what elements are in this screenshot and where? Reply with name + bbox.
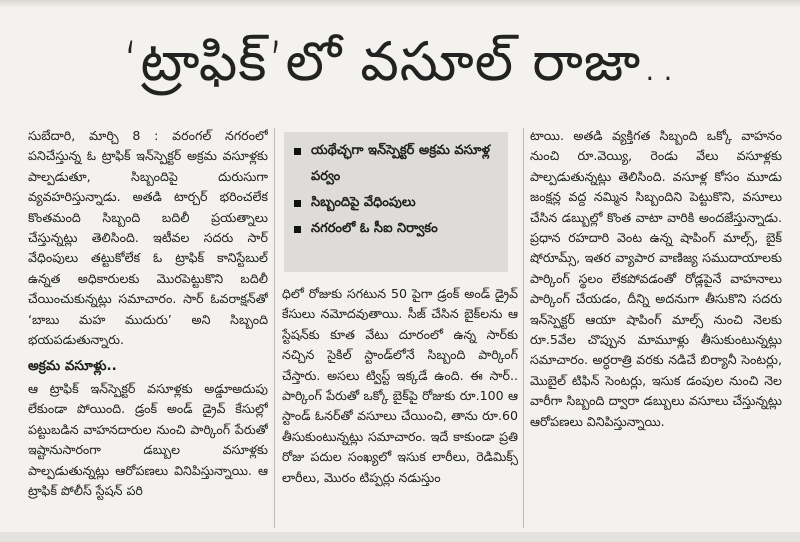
highlight-item <box>294 190 504 216</box>
square-bullet-icon <box>294 200 301 207</box>
square-bullet-icon <box>294 226 301 233</box>
paragraph-2: ఆ ట్రాఫిక్ ఇన్‌స్పెక్టర్ వసూళ్లకు అడ్డూఅదుపు లేకుండా పోయింది. డ్రంక్ అండ్ డ్రైవ్ కేసుల్లో పట్టుబడిన వాహనదారుల నుంచి పార్కింగ్ పేరుతో ఇష్టానుసారంగా డబ్బుల వసూళ్లకు పాల్పడుతున్నట్లు ఆరోపణలు వినిపిస్తున్నాయి. ఆ ట్రాఫిక్ పోలీస్ స్టేషన్ పరి <box>28 380 268 498</box>
highlights-box <box>284 132 508 272</box>
subheading: అక్రమ వసూళ్లు.. <box>28 358 117 375</box>
column-divider <box>274 128 275 528</box>
paragraph-3: ధిలో రోజుకు సగటున 50 పైగా డ్రంక్ అండ్ డ్రైవ్ కేసులు నమోదవుతాయి. సీజ్ చేసిన బైక్‌లను ఆ స్టేషన్‌కు కూత వేటు దూరంలో ఉన్న సార్‌కు నచ్చిన సైకిల్ స్టాండ్‌లోనే సిబ్బంది పార్కింగ్ చేస్తారు. అసలు ట్విస్ట్ ఇక్కడే ఉంది. ఈ సార్.. పార్కింగ్ పేరుతో ఒక్కో బైక్‌పై రోజుకు రూ.100 ఆ స్టాండ్ ఓనర్‌తో వసూలు చేయించి, తాను రూ.60 తీసుకుంటున్నట్లు సమాచారం. ఇదే కాకుండా ప్రతి రోజు పదుల సంఖ్యలో ఇసుక లారీలు, రెడిమిక్స్ లారీలు, మొరం టిప్పర్లు నడుస్తుం <box>282 286 518 485</box>
article-headline: ‘ట్రాఫిక్’లో వసూల్ రాజా.. <box>122 30 678 93</box>
paragraph-intro: సుబేదారి, మార్చి 8 : వరంగల్ నగరంలో పనిచేస్తున్న ఓ ట్రాఫిక్ ఇన్‌స్పెక్టర్ అక్రమ వసూళ్లకు పాల్పడుతూ, సిబ్బందిపై దురుసుగా వ్యవహరిస్తున్నాడు. అతడి టార్చర్ భరించలేక కొంతమంది సిబ్బంది బదిలీ ప్రయత్నాలు చేస్తున్నట్లు తెలిసింది. ఇటీవల సదరు సార్ వేధింపులు తట్టుకోలేక ఓ ట్రాఫిక్ కానిస్టేబుల్ ఉన్నత అధికారులకు మొరపెట్టుకొని బదిలీ చేయించుకున్నట్లు సమాచారం. సార్ ఓవరాక్షన్‌తో ‘బాబు మహ ముదురు’ అని సిబ్బంది భయపడుతున్నారు. <box>28 128 268 348</box>
column-2 <box>282 284 518 524</box>
column-3 <box>530 126 782 526</box>
highlight-item <box>294 216 504 242</box>
highlight-text: యథేచ్ఛగా ఇన్‌స్పెక్టర్ అక్రమ వసూళ్ల పర్వం <box>311 143 490 184</box>
bottom-divider <box>0 532 800 542</box>
column-1 <box>28 126 268 532</box>
paragraph-4: టాయి. అతడి వ్యక్తిగత సిబ్బంది ఒక్కో వాహనం నుంచి రూ.వెయ్యి, రెండు వేలు వసూళ్లకు పాల్పడుతున్నట్లు తెలిసింది. వసూళ్ల కోసం మూడు జంక్షన్ల వద్ద నమ్మిన సిబ్బందిని పెట్టుకొని, వసూలు చేసిన డబ్బుల్లో కొంత వాటా వారికి అందజేస్తున్నాడు. ప్రధాన రహదారి వెంట ఉన్న షాపింగ్ మాల్స్, బైక్ షోరూమ్స్, ఇతర వ్యాపార వాణిజ్య సముదాయాలకు పార్కింగ్ స్థలం లేకపోవడంతో రోడ్లపైనే వాహనాలు పార్కింగ్ చేయడం, దీన్ని అదనుగా తీసుకొని సదరు ఇన్‌స్పెక్టర్ ఆయా షాపింగ్ మాల్స్ నుంచి నెలకు రూ.5వేల చొప్పున మామూళ్లు తీసుకుంటున్నట్లు సమాచారం. అర్ధరాత్రి వరకు నడిచే బిర్యానీ సెంటర్లు, మొబైల్ టిఫిన్ సెంటర్లు, ఇసుక డంపుల నుంచి నెల వారీగా సిబ్బంది ద్వారా డబ్బులు వసూలు చేస్తున్నట్లు ఆరోపణలు వినిపిస్తున్నాయి. <box>530 128 782 429</box>
column-divider <box>523 128 524 528</box>
highlight-item <box>294 138 504 190</box>
top-divider <box>0 0 800 8</box>
square-bullet-icon <box>294 148 301 155</box>
highlight-text: సిబ్బందిపై వేధింపులు <box>311 195 416 210</box>
highlight-text: నగరంలో ఓ సీఐ నిర్వాకం <box>311 221 438 236</box>
